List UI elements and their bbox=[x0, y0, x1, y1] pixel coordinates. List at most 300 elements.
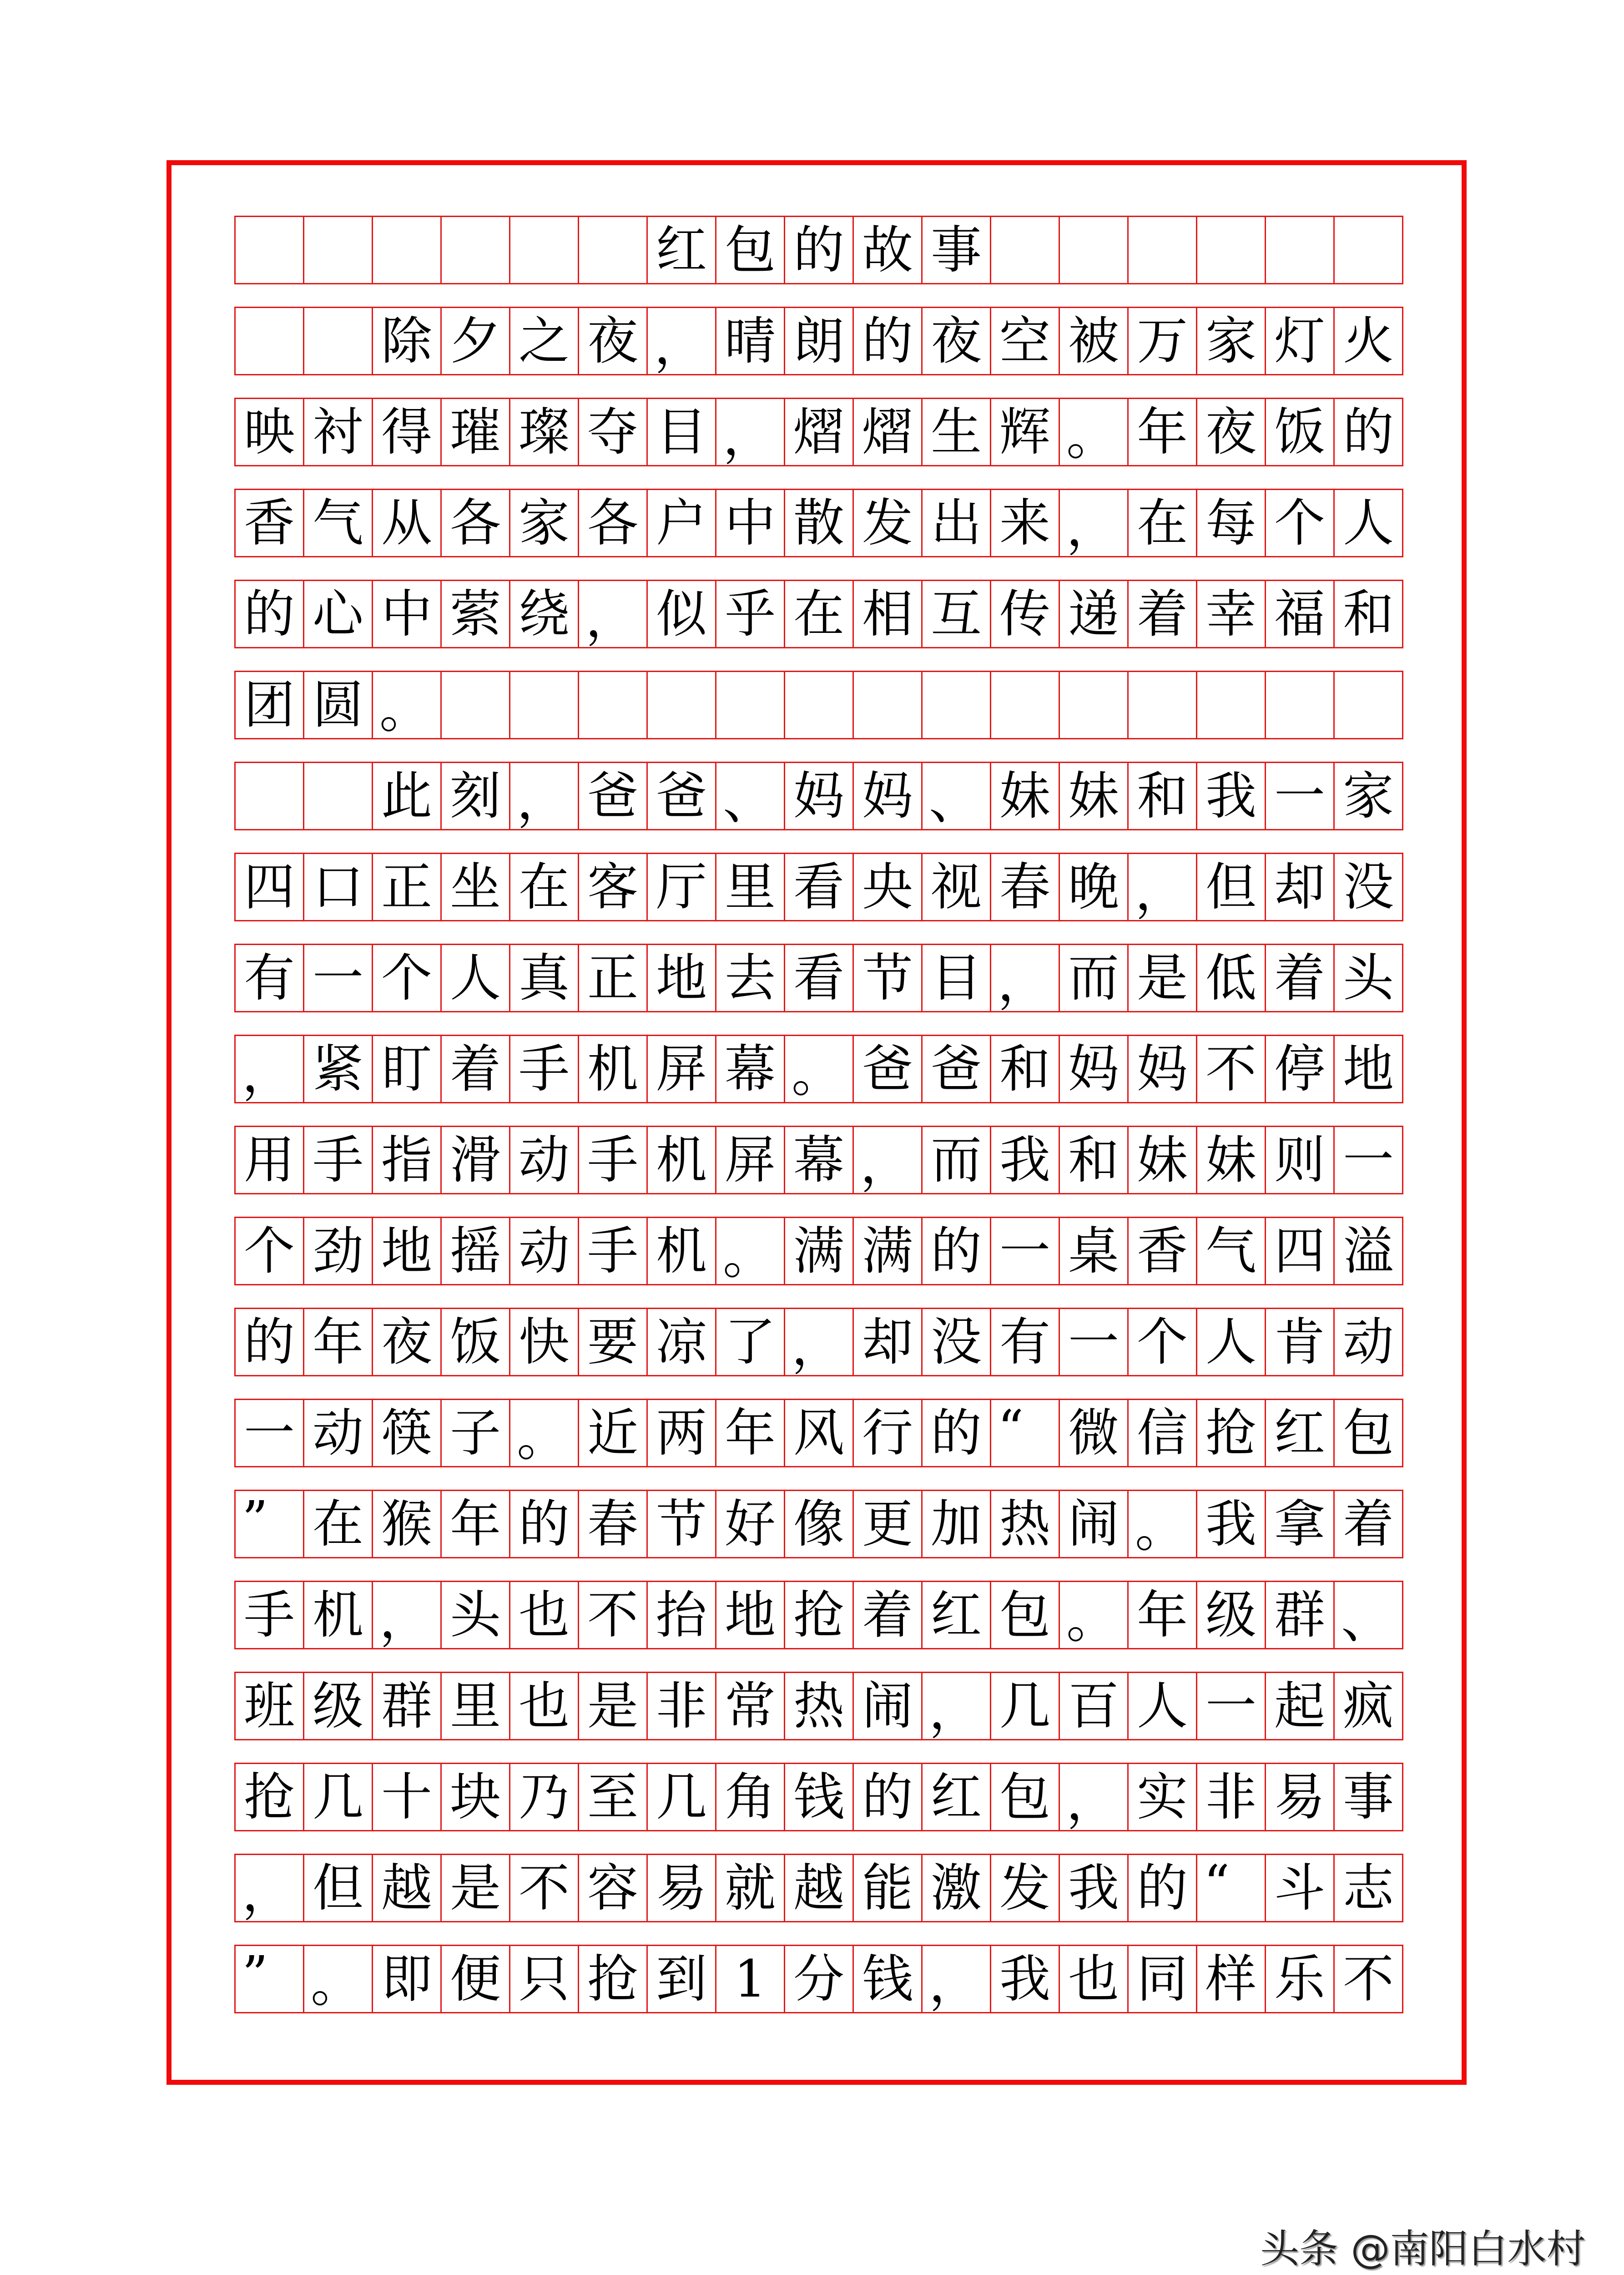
grid-cell-empty bbox=[648, 672, 716, 738]
grid-cell: 信 bbox=[1129, 1400, 1197, 1466]
grid-cell: 地 bbox=[716, 1582, 785, 1648]
grid-cell-empty bbox=[510, 672, 579, 738]
grid-cell: 各 bbox=[579, 490, 648, 556]
grid-cell: 央 bbox=[854, 854, 923, 920]
grid-cell-empty bbox=[1129, 672, 1197, 738]
grid-cell: 包 bbox=[716, 217, 785, 283]
grid-cell: 夺 bbox=[579, 399, 648, 465]
grid-cell: 。 bbox=[1060, 1582, 1129, 1648]
grid-cell: 几 bbox=[648, 1764, 716, 1830]
grid-cell: 散 bbox=[785, 490, 854, 556]
grid-cell: 春 bbox=[579, 1491, 648, 1557]
grid-cell: ， bbox=[1129, 854, 1197, 920]
grid-cell: 像 bbox=[785, 1491, 854, 1557]
grid-cell: 没 bbox=[923, 1309, 991, 1375]
grid-cell: 故 bbox=[854, 217, 923, 283]
grid-cell-empty bbox=[1060, 672, 1129, 738]
grid-cell: 四 bbox=[236, 854, 304, 920]
grid-cell: 快 bbox=[510, 1309, 579, 1375]
grid-cell: 非 bbox=[1197, 1764, 1266, 1830]
grid-cell: 是 bbox=[442, 1855, 510, 1921]
grid-cell: “ bbox=[1197, 1855, 1266, 1921]
grid-cell: 却 bbox=[854, 1309, 923, 1375]
grid-cell: 客 bbox=[579, 854, 648, 920]
grid-cell: 的 bbox=[236, 581, 304, 647]
grid-cell: 溢 bbox=[1335, 1218, 1403, 1284]
grid-row bbox=[234, 1854, 1403, 1922]
grid-row bbox=[234, 853, 1403, 921]
grid-cell: 真 bbox=[510, 945, 579, 1011]
grid-cell: 的 bbox=[854, 308, 923, 374]
grid-cell: 来 bbox=[991, 490, 1060, 556]
grid-cell: 的 bbox=[854, 1764, 923, 1830]
grid-cell: 中 bbox=[373, 581, 442, 647]
grid-cell: 群 bbox=[373, 1673, 442, 1739]
grid-row bbox=[234, 762, 1403, 830]
grid-cell: 凉 bbox=[648, 1309, 716, 1375]
grid-row bbox=[234, 671, 1403, 739]
grid-cell: 机 bbox=[648, 1127, 716, 1193]
grid-cell: 的 bbox=[923, 1400, 991, 1466]
grid-cell: 屏 bbox=[648, 1036, 716, 1102]
grid-cell: 越 bbox=[785, 1855, 854, 1921]
grid-cell: 行 bbox=[854, 1400, 923, 1466]
grid-row bbox=[234, 1581, 1403, 1649]
grid-cell: 火 bbox=[1335, 308, 1403, 374]
grid-cell: ， bbox=[510, 763, 579, 829]
grid-cell: 我 bbox=[991, 1127, 1060, 1193]
grid-cell: 爸 bbox=[923, 1036, 991, 1102]
grid-cell: 晴 bbox=[716, 308, 785, 374]
grid-cell: 手 bbox=[510, 1036, 579, 1102]
grid-cell: ， bbox=[236, 1855, 304, 1921]
grid-cell: 人 bbox=[1197, 1309, 1266, 1375]
grid-cell: 夕 bbox=[442, 308, 510, 374]
grid-cell: 抬 bbox=[648, 1582, 716, 1648]
grid-cell: 几 bbox=[991, 1673, 1060, 1739]
grid-cell: 滑 bbox=[442, 1127, 510, 1193]
grid-cell: 手 bbox=[236, 1582, 304, 1648]
grid-row bbox=[234, 944, 1403, 1012]
grid-cell-empty bbox=[923, 672, 991, 738]
grid-cell: 年 bbox=[1129, 399, 1197, 465]
grid-cell: 此 bbox=[373, 763, 442, 829]
grid-cell: 发 bbox=[854, 490, 923, 556]
grid-cell: 户 bbox=[648, 490, 716, 556]
grid-cell: 的 bbox=[923, 1218, 991, 1284]
grid-cell-empty bbox=[991, 672, 1060, 738]
grid-cell: 幕 bbox=[716, 1036, 785, 1102]
grid-cell: 晚 bbox=[1060, 854, 1129, 920]
grid-cell: 各 bbox=[442, 490, 510, 556]
grid-cell: 事 bbox=[923, 217, 991, 283]
grid-cell: 璨 bbox=[510, 399, 579, 465]
grid-cell: 节 bbox=[648, 1491, 716, 1557]
grid-cell: 非 bbox=[648, 1673, 716, 1739]
grid-cell: 疯 bbox=[1335, 1673, 1403, 1739]
grid-cell: 发 bbox=[991, 1855, 1060, 1921]
grid-cell: 空 bbox=[991, 308, 1060, 374]
grid-cell: 地 bbox=[373, 1218, 442, 1284]
grid-cell: 个 bbox=[1266, 490, 1335, 556]
grid-cell: 劲 bbox=[304, 1218, 373, 1284]
grid-cell: 头 bbox=[1335, 945, 1403, 1011]
grid-cell: 级 bbox=[1197, 1582, 1266, 1648]
grid-cell: 事 bbox=[1335, 1764, 1403, 1830]
grid-cell: 每 bbox=[1197, 490, 1266, 556]
grid-cell: 而 bbox=[923, 1127, 991, 1193]
grid-cell: 妹 bbox=[1060, 763, 1129, 829]
grid-cell: 十 bbox=[373, 1764, 442, 1830]
grid-cell: 厅 bbox=[648, 854, 716, 920]
grid-cell: 从 bbox=[373, 490, 442, 556]
grid-cell: 易 bbox=[648, 1855, 716, 1921]
grid-cell-empty bbox=[236, 308, 304, 374]
grid-cell: 璀 bbox=[442, 399, 510, 465]
grid-cell: 动 bbox=[1335, 1309, 1403, 1375]
grid-cell: 的 bbox=[1129, 1855, 1197, 1921]
grid-cell: 常 bbox=[716, 1673, 785, 1739]
grid-cell: “ bbox=[991, 1400, 1060, 1466]
grid-cell: 爸 bbox=[854, 1036, 923, 1102]
grid-cell: 热 bbox=[991, 1491, 1060, 1557]
grid-cell: 闹 bbox=[854, 1673, 923, 1739]
grid-row bbox=[234, 1763, 1403, 1831]
grid-cell: 乐 bbox=[1266, 1946, 1335, 2012]
grid-cell: 不 bbox=[510, 1855, 579, 1921]
grid-cell: 人 bbox=[442, 945, 510, 1011]
grid-cell: 就 bbox=[716, 1855, 785, 1921]
grid-cell: 指 bbox=[373, 1127, 442, 1193]
grid-cell: 容 bbox=[579, 1855, 648, 1921]
grid-cell: 坐 bbox=[442, 854, 510, 920]
grid-cell: 到 bbox=[648, 1946, 716, 2012]
grid-cell: 妈 bbox=[785, 763, 854, 829]
grid-row bbox=[234, 216, 1403, 284]
grid-cell: 万 bbox=[1129, 308, 1197, 374]
grid-cell: 香 bbox=[236, 490, 304, 556]
grid-cell: 幸 bbox=[1197, 581, 1266, 647]
grid-cell: 几 bbox=[304, 1764, 373, 1830]
grid-cell: 两 bbox=[648, 1400, 716, 1466]
grid-cell: 桌 bbox=[1060, 1218, 1129, 1284]
grid-cell: 春 bbox=[991, 854, 1060, 920]
grid-cell: 但 bbox=[1197, 854, 1266, 920]
grid-cell: 盯 bbox=[373, 1036, 442, 1102]
grid-cell: 里 bbox=[716, 854, 785, 920]
grid-cell: 团 bbox=[236, 672, 304, 738]
grid-cell-empty bbox=[304, 217, 373, 283]
grid-cell: 看 bbox=[785, 945, 854, 1011]
grid-cell: ， bbox=[579, 581, 648, 647]
grid-row bbox=[234, 1945, 1403, 2013]
grid-cell: 辉 bbox=[991, 399, 1060, 465]
grid-cell: 摇 bbox=[442, 1218, 510, 1284]
grid-cell: 在 bbox=[785, 581, 854, 647]
grid-cell: 个 bbox=[1129, 1309, 1197, 1375]
grid-row bbox=[234, 1672, 1403, 1740]
grid-cell: 和 bbox=[1129, 763, 1197, 829]
grid-cell: 红 bbox=[923, 1582, 991, 1648]
grid-cell-empty bbox=[236, 217, 304, 283]
grid-cell: 气 bbox=[1197, 1218, 1266, 1284]
grid-cell: 钱 bbox=[854, 1946, 923, 2012]
grid-row bbox=[234, 489, 1403, 557]
grid-cell: 是 bbox=[1129, 945, 1197, 1011]
grid-cell: 心 bbox=[304, 581, 373, 647]
grid-cell: 。 bbox=[304, 1946, 373, 2012]
grid-cell: 易 bbox=[1266, 1764, 1335, 1830]
grid-cell: 至 bbox=[579, 1764, 648, 1830]
grid-cell: 好 bbox=[716, 1491, 785, 1557]
grid-row bbox=[234, 1399, 1403, 1467]
grid-cell: 妹 bbox=[1129, 1127, 1197, 1193]
grid-cell: ， bbox=[1060, 490, 1129, 556]
grid-cell: 妈 bbox=[1060, 1036, 1129, 1102]
grid-cell: 爸 bbox=[648, 763, 716, 829]
grid-cell: 、 bbox=[716, 763, 785, 829]
grid-cell: 年 bbox=[304, 1309, 373, 1375]
grid-cell: 也 bbox=[510, 1673, 579, 1739]
watermark: 头条 @南阳白水村 bbox=[1260, 2226, 1586, 2272]
grid-cell: 夜 bbox=[1197, 399, 1266, 465]
grid-cell: 起 bbox=[1266, 1673, 1335, 1739]
grid-row bbox=[234, 580, 1403, 648]
grid-cell: 。 bbox=[785, 1036, 854, 1102]
grid-cell: 紧 bbox=[304, 1036, 373, 1102]
grid-cell: 实 bbox=[1129, 1764, 1197, 1830]
grid-cell: 夜 bbox=[923, 308, 991, 374]
grid-cell: 家 bbox=[1197, 308, 1266, 374]
grid-cell: 灯 bbox=[1266, 308, 1335, 374]
grid-cell: 口 bbox=[304, 854, 373, 920]
grid-cell: 相 bbox=[854, 581, 923, 647]
grid-cell: 着 bbox=[1335, 1491, 1403, 1557]
grid-cell: 红 bbox=[1266, 1400, 1335, 1466]
grid-cell-empty bbox=[304, 308, 373, 374]
grid-cell: 手 bbox=[304, 1127, 373, 1193]
grid-cell: 的 bbox=[236, 1309, 304, 1375]
grid-cell: 我 bbox=[991, 1946, 1060, 2012]
grid-cell: 抢 bbox=[1197, 1400, 1266, 1466]
grid-cell-empty bbox=[304, 763, 373, 829]
grid-cell: 斗 bbox=[1266, 1855, 1335, 1921]
grid-cell: 闹 bbox=[1060, 1491, 1129, 1557]
grid-cell: 福 bbox=[1266, 581, 1335, 647]
grid-cell: 中 bbox=[716, 490, 785, 556]
grid-cell-empty bbox=[442, 217, 510, 283]
grid-cell: 我 bbox=[1060, 1855, 1129, 1921]
grid-cell: 筷 bbox=[373, 1400, 442, 1466]
grid-cell: 没 bbox=[1335, 854, 1403, 920]
grid-cell: 。 bbox=[716, 1218, 785, 1284]
grid-cell: 熠 bbox=[785, 399, 854, 465]
grid-cell: 有 bbox=[991, 1309, 1060, 1375]
grid-cell: 着 bbox=[1129, 581, 1197, 647]
grid-cell: ， bbox=[373, 1582, 442, 1648]
grid-cell: 一 bbox=[236, 1400, 304, 1466]
grid-cell: 在 bbox=[510, 854, 579, 920]
grid-cell: 人 bbox=[1129, 1673, 1197, 1739]
grid-cell: 视 bbox=[923, 854, 991, 920]
grid-cell: 里 bbox=[442, 1673, 510, 1739]
grid-cell: 和 bbox=[1060, 1127, 1129, 1193]
grid-cell: 地 bbox=[648, 945, 716, 1011]
grid-cell: 正 bbox=[373, 854, 442, 920]
grid-cell: 目 bbox=[923, 945, 991, 1011]
grid-row bbox=[234, 1490, 1403, 1558]
grid-cell: 了 bbox=[716, 1309, 785, 1375]
grid-row bbox=[234, 1308, 1403, 1376]
grid-row bbox=[234, 1035, 1403, 1103]
grid-cell: 不 bbox=[1335, 1946, 1403, 2012]
grid-cell: ” bbox=[236, 1491, 304, 1557]
grid-cell: ， bbox=[991, 945, 1060, 1011]
grid-cell: 正 bbox=[579, 945, 648, 1011]
grid-cell: 激 bbox=[923, 1855, 991, 1921]
grid-cell: 低 bbox=[1197, 945, 1266, 1011]
grid-cell: 除 bbox=[373, 308, 442, 374]
grid-cell: 肯 bbox=[1266, 1309, 1335, 1375]
grid-cell-empty bbox=[236, 763, 304, 829]
grid-cell: 幕 bbox=[785, 1127, 854, 1193]
grid-cell: 样 bbox=[1197, 1946, 1266, 2012]
grid-cell: 热 bbox=[785, 1673, 854, 1739]
grid-cell: 萦 bbox=[442, 581, 510, 647]
grid-cell: 风 bbox=[785, 1400, 854, 1466]
grid-cell: 爸 bbox=[579, 763, 648, 829]
grid-cell: 熠 bbox=[854, 399, 923, 465]
grid-cell: 动 bbox=[304, 1400, 373, 1466]
grid-cell: 包 bbox=[991, 1764, 1060, 1830]
grid-cell: 也 bbox=[510, 1582, 579, 1648]
grid-cell: 夜 bbox=[579, 308, 648, 374]
grid-cell: 一 bbox=[991, 1218, 1060, 1284]
grid-cell: 。 bbox=[1060, 399, 1129, 465]
grid-cell: 一 bbox=[1060, 1309, 1129, 1375]
grid-cell: 子 bbox=[442, 1400, 510, 1466]
grid-cell: 和 bbox=[991, 1036, 1060, 1102]
grid-cell-empty bbox=[1197, 672, 1266, 738]
grid-cell: 加 bbox=[923, 1491, 991, 1557]
grid-cell: 群 bbox=[1266, 1582, 1335, 1648]
grid-cell: 生 bbox=[923, 399, 991, 465]
grid-cell: 手 bbox=[579, 1127, 648, 1193]
grid-cell: 传 bbox=[991, 581, 1060, 647]
grid-cell: 更 bbox=[854, 1491, 923, 1557]
grid-cell: 钱 bbox=[785, 1764, 854, 1830]
grid-cell: 夜 bbox=[373, 1309, 442, 1375]
grid-cell: 地 bbox=[1335, 1036, 1403, 1102]
grid-cell: 递 bbox=[1060, 581, 1129, 647]
grid-cell: 年 bbox=[716, 1400, 785, 1466]
grid-cell: 饭 bbox=[1266, 399, 1335, 465]
grid-cell: 包 bbox=[1335, 1400, 1403, 1466]
grid-cell: 只 bbox=[510, 1946, 579, 2012]
grid-cell: ， bbox=[923, 1946, 991, 2012]
grid-cell: ， bbox=[923, 1673, 991, 1739]
grid-cell: 年 bbox=[1129, 1582, 1197, 1648]
grid-cell-empty bbox=[1335, 672, 1403, 738]
grid-cell-empty bbox=[716, 672, 785, 738]
grid-cell: 着 bbox=[442, 1036, 510, 1102]
grid-cell: 红 bbox=[648, 217, 716, 283]
grid-cell: ， bbox=[716, 399, 785, 465]
grid-row bbox=[234, 398, 1403, 466]
grid-cell: ， bbox=[648, 308, 716, 374]
grid-cell: 抢 bbox=[579, 1946, 648, 2012]
grid-cell: 满 bbox=[785, 1218, 854, 1284]
grid-cell: 百 bbox=[1060, 1673, 1129, 1739]
grid-cell: 用 bbox=[236, 1127, 304, 1193]
grid-cell: 即 bbox=[373, 1946, 442, 2012]
grid-cell: 的 bbox=[510, 1491, 579, 1557]
grid-cell: 乃 bbox=[510, 1764, 579, 1830]
grid-cell: 在 bbox=[1129, 490, 1197, 556]
grid-cell: 抢 bbox=[785, 1582, 854, 1648]
grid-cell: 出 bbox=[923, 490, 991, 556]
grid-cell: 班 bbox=[236, 1673, 304, 1739]
grid-cell: 。 bbox=[373, 672, 442, 738]
grid-cell: 个 bbox=[373, 945, 442, 1011]
grid-cell: 是 bbox=[579, 1673, 648, 1739]
grid-cell: 一 bbox=[304, 945, 373, 1011]
grid-cell: ， bbox=[854, 1127, 923, 1193]
grid-cell: 去 bbox=[716, 945, 785, 1011]
grid-cell-empty bbox=[373, 217, 442, 283]
grid-cell: 角 bbox=[716, 1764, 785, 1830]
grid-cell: 四 bbox=[1266, 1218, 1335, 1284]
grid-cell: 圆 bbox=[304, 672, 373, 738]
grid-cell: 、 bbox=[1335, 1582, 1403, 1648]
grid-cell: 、 bbox=[923, 763, 991, 829]
grid-cell: 一 bbox=[1197, 1673, 1266, 1739]
grid-cell: 红 bbox=[923, 1764, 991, 1830]
grid-cell: 便 bbox=[442, 1946, 510, 2012]
grid-row bbox=[234, 1217, 1403, 1285]
grid-cell: 妈 bbox=[1129, 1036, 1197, 1102]
grid-cell: 分 bbox=[785, 1946, 854, 2012]
grid-cell: 屏 bbox=[716, 1127, 785, 1193]
grid-cell: 节 bbox=[854, 945, 923, 1011]
grid-cell: 人 bbox=[1335, 490, 1403, 556]
grid-cell: 要 bbox=[579, 1309, 648, 1375]
grid-cell: 不 bbox=[579, 1582, 648, 1648]
grid-cell: 气 bbox=[304, 490, 373, 556]
grid-cell: 头 bbox=[442, 1582, 510, 1648]
grid-cell: 在 bbox=[304, 1491, 373, 1557]
grid-cell-empty bbox=[854, 672, 923, 738]
grid-cell: 的 bbox=[1335, 399, 1403, 465]
grid-cell: 得 bbox=[373, 399, 442, 465]
grid-cell: 满 bbox=[854, 1218, 923, 1284]
grid-cell: 的 bbox=[785, 217, 854, 283]
grid-cell: 似 bbox=[648, 581, 716, 647]
grid-cell-empty bbox=[579, 672, 648, 738]
grid-cell: 我 bbox=[1197, 1491, 1266, 1557]
grid-cell: 机 bbox=[579, 1036, 648, 1102]
grid-cell: 机 bbox=[304, 1582, 373, 1648]
grid-cell: 互 bbox=[923, 581, 991, 647]
grid-cell: 年 bbox=[442, 1491, 510, 1557]
grid-cell: 映 bbox=[236, 399, 304, 465]
grid-cell: 包 bbox=[991, 1582, 1060, 1648]
grid-cell: 着 bbox=[1266, 945, 1335, 1011]
grid-cell-empty bbox=[1129, 217, 1197, 283]
grid-cell-empty bbox=[1060, 217, 1129, 283]
grid-cell: 衬 bbox=[304, 399, 373, 465]
grid-cell: 同 bbox=[1129, 1946, 1197, 2012]
